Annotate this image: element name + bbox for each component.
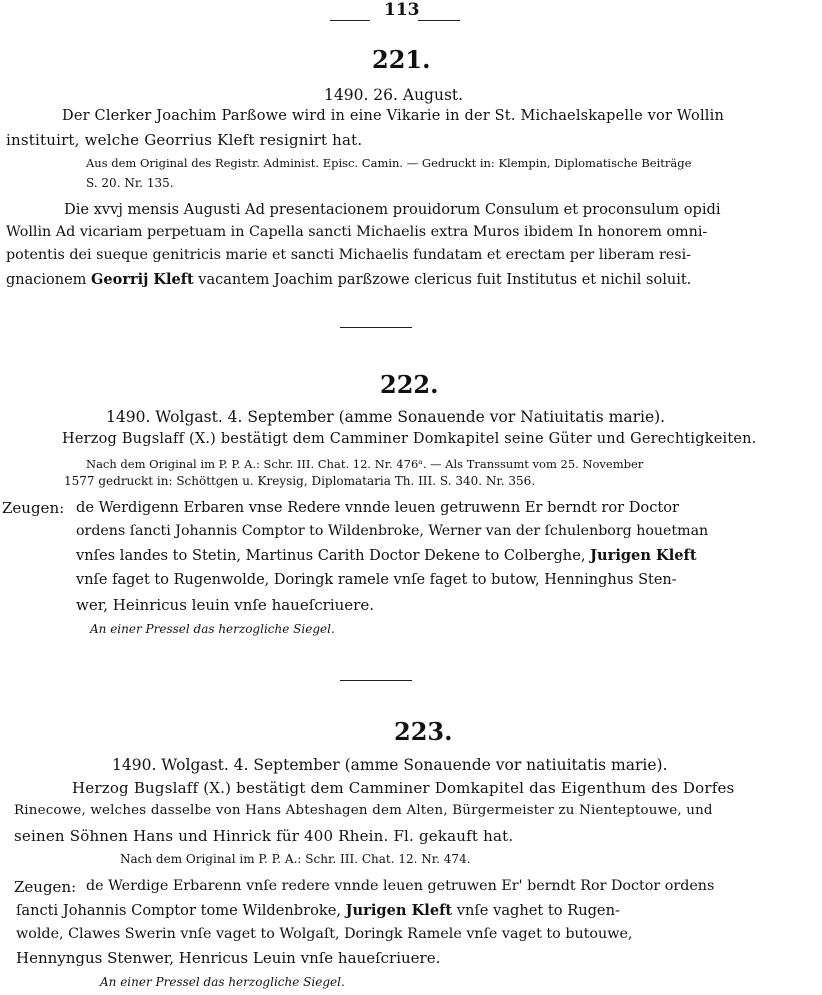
source-note: Nach dem Original im P. P. A.: Schr. III. Chat. 12. Nr. 474. <box>120 852 471 866</box>
regest-line: instituirt, welche Georrius Kleft resignirt hat. <box>6 131 363 149</box>
witness-line <box>16 902 620 919</box>
text-line: Die xvvj mensis Augusti Ad presentacionem prouidorum Consulum et proconsulum opidi <box>64 201 721 218</box>
source-note: Nach dem Original im P. P. A.: Schr. III. Chat. 12. Nr. 476ᵃ. — Als Transsumt vom 25. November <box>86 457 644 471</box>
witness-line: Hennyngus Stenwer, Henricus Leuin vnſe haueſcriuere. <box>16 949 441 967</box>
text-line: potentis dei sueque genitricis marie et sancti Michaelis fundatam et erectam per liberam resi- <box>6 247 691 263</box>
regest-line: Herzog Bugslaff (X.) bestätigt dem Camminer Domkapitel seine Güter und Gerechtigkeiten. <box>62 431 757 447</box>
entry-number: 221. <box>372 45 431 74</box>
seal-note: An einer Pressel das herzogliche Siegel. <box>100 975 345 989</box>
entry-number: 222. <box>380 370 439 399</box>
person-name: Jurigen Kleft <box>345 902 453 919</box>
witness-line: vnſe faget to Rugenwolde, Doringk ramele vnſe faget to butow, Henninghus Sten- <box>76 572 677 588</box>
text-fragment: vnſes landes to Stetin, Martinus Carith Doctor Dekene to Colberghe, <box>76 547 591 564</box>
witness-line <box>76 547 697 564</box>
text-line: Wollin Ad vicariam perpetuam in Capella sancti Michaelis extra Muros ibidem In honorem omni- <box>6 224 708 240</box>
entry-number: 223. <box>394 717 453 746</box>
witness-line: wer, Heinricus leuin vnſe haueſcriuere. <box>76 596 374 614</box>
witness-line: wolde, Clawes Swerin vnſe vaget to Wolgaſt, Doringk Ramele vnſe vaget to butouwe, <box>16 926 633 942</box>
entry-header: 1490. Wolgast. 4. September (amme Sonauende vor Natiuitatis marie). <box>106 408 666 426</box>
text-line <box>6 271 691 288</box>
source-note: 1577 gedruckt in: Schöttgen u. Kreysig, Diplomataria Th. III. S. 340. Nr. 356. <box>64 474 536 488</box>
witness-line: de Werdigenn Erbaren vnse Redere vnnde leuen getruwenn Er berndt ror Doctor <box>76 499 680 516</box>
entry-header: 1490. 26. August. <box>324 86 464 104</box>
witness-label: Zeugen: <box>2 499 65 517</box>
page-number-rule-left <box>330 20 370 21</box>
entry-separator <box>340 327 412 328</box>
source-note: Aus dem Original des Registr. Administ. Episc. Camin. — Gedruckt in: Klempin, Diplomatische Beiträge <box>86 156 692 170</box>
witness-label: Zeugen: <box>14 878 77 896</box>
page-number-rule-right <box>418 20 460 21</box>
page-number: 113 <box>384 0 420 20</box>
regest-line: seinen Söhnen Hans und Hinrick für 400 Rhein. Fl. gekauft hat. <box>14 827 514 845</box>
regest-line: Rinecowe, welches dasselbe von Hans Abteshagen dem Alten, Bürgermeister zu Nienteptouwe, und <box>14 803 713 818</box>
person-name: Georrij Kleft <box>91 271 194 288</box>
witness-line: de Werdige Erbarenn vnſe redere vnnde leuen getruwen Er' berndt Ror Doctor ordens <box>86 878 715 894</box>
text-fragment: ſancti Johannis Comptor tome Wildenbroke, <box>16 902 346 919</box>
entry-separator <box>340 680 412 681</box>
person-name: Jurigen Kleft <box>590 547 697 564</box>
witness-line: ordens ſancti Johannis Comptor to Wildenbroke, Werner van der ſchulenborg houetman <box>76 523 709 539</box>
source-note: S. 20. Nr. 135. <box>86 176 174 190</box>
entry-header: 1490. Wolgast. 4. September (amme Sonauende vor natiuitatis marie). <box>112 756 668 774</box>
regest-line: Herzog Bugslaff (X.) bestätigt dem Camminer Domkapitel das Eigenthum des Dorfes <box>72 779 735 797</box>
text-fragment: gnacionem <box>6 272 92 288</box>
regest-line: Der Clerker Joachim Parßowe wird in eine Vikarie in der St. Michaelskapelle vor Wollin <box>62 108 725 124</box>
text-fragment: vacantem Joachim parßzowe clericus fuit Institutus et nichil soluit. <box>193 272 692 288</box>
text-fragment: vnſe vaghet to Rugen- <box>452 902 620 919</box>
seal-note: An einer Pressel das herzogliche Siegel. <box>90 622 335 636</box>
